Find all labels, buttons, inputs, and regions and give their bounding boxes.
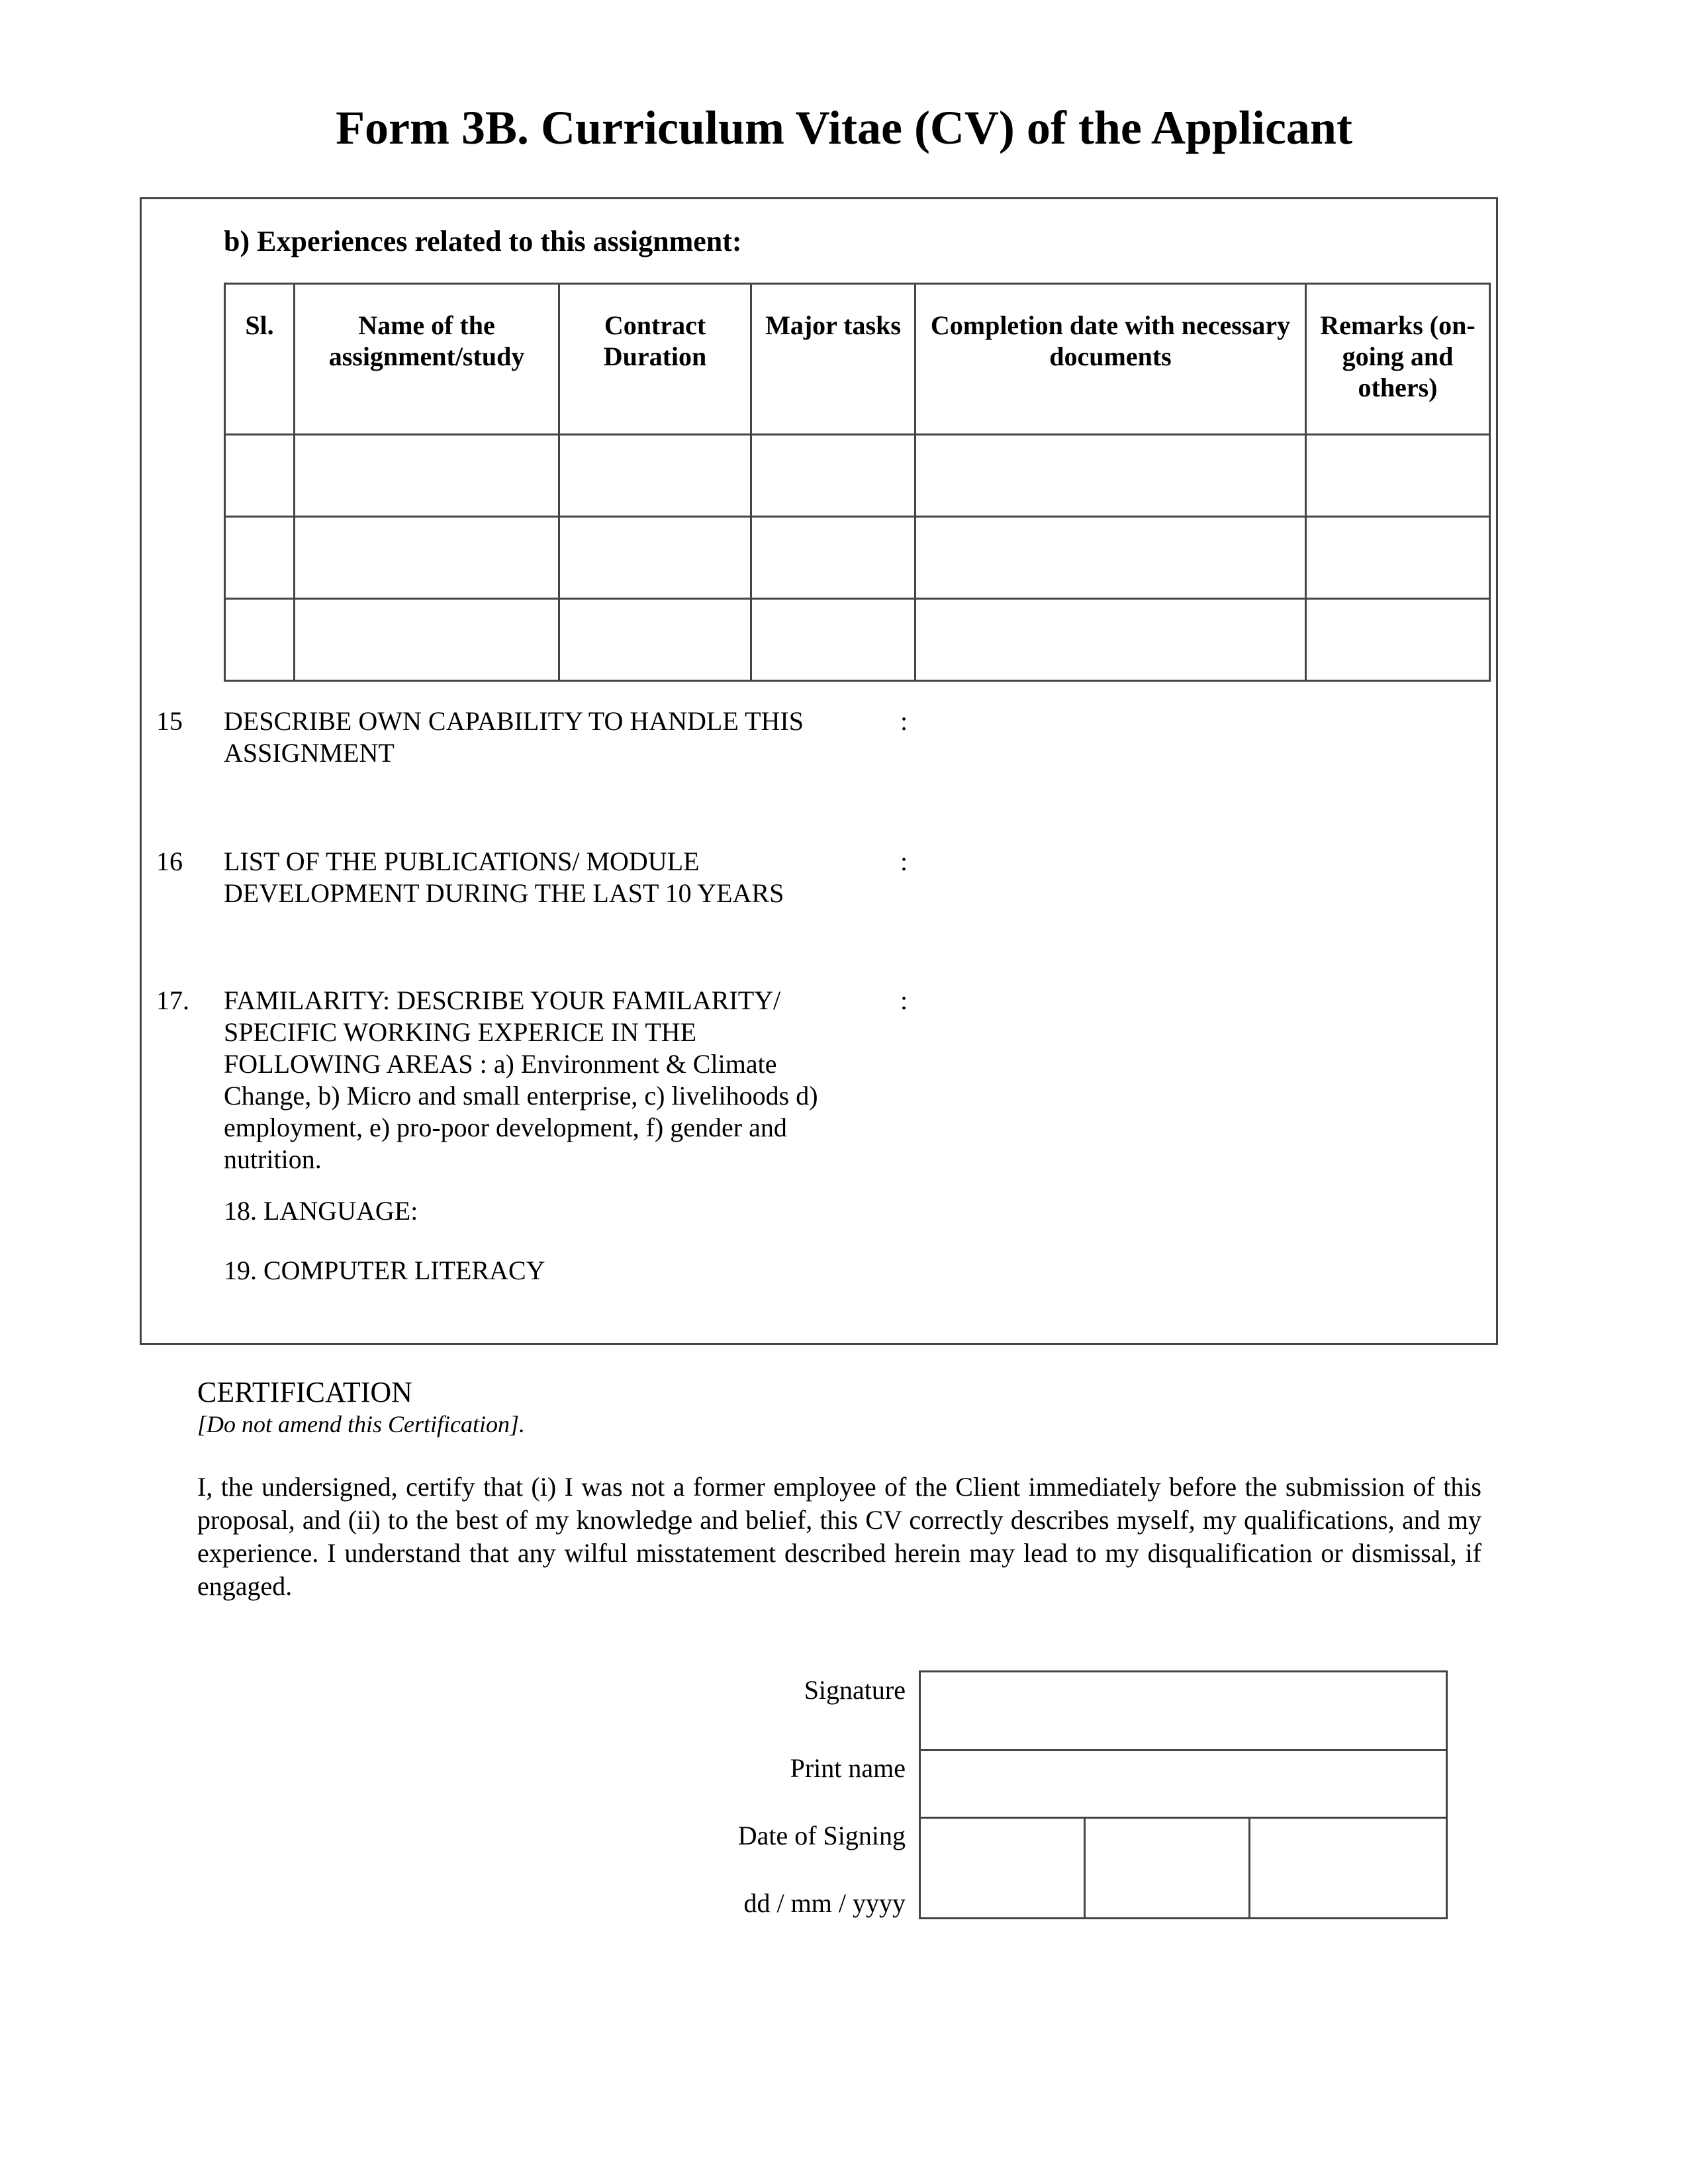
table-cell[interactable] (295, 599, 559, 681)
date-month-field[interactable] (1085, 1818, 1250, 1919)
table-row (225, 517, 1490, 599)
table-cell[interactable] (915, 517, 1306, 599)
table-cell[interactable] (1306, 599, 1490, 681)
print-name-label: Print name (790, 1753, 906, 1783)
item-18-language: 18. LANGUAGE: (224, 1196, 418, 1226)
table-cell[interactable] (295, 435, 559, 517)
certification-body: I, the undersigned, certify that (i) I was not a former employee of the Client immediately before the submission of this proposal, and (ii) to the best of my knowledge and belief, this CV correctly describes myself, my qualifications, and my experience. I understand that any wilful misstatement described herein may lead to my disqualification or dismissal, if engaged. (197, 1472, 1481, 1601)
print-name-field[interactable] (920, 1751, 1447, 1818)
table-cell[interactable] (295, 517, 559, 599)
experience-table-header (225, 284, 1490, 435)
table-cell[interactable] (751, 599, 915, 681)
col-header-completion-date: Completion date with necessary documents (915, 284, 1306, 435)
item-19-computer-literacy: 19. COMPUTER LITERACY (224, 1255, 545, 1285)
item-17-text: FAMILARITY: DESCRIBE YOUR FAMILARITY/ SPECIFIC WORKING EXPERICE IN THE FOLLOWING AREAS : a) Environment & Climate Change, b) Micro and small enterprise, c) livelihoods d) employment, e) pro-poor development, f) gender and nutrition. (224, 985, 818, 1174)
table-cell[interactable] (751, 435, 915, 517)
date-day-field[interactable] (920, 1818, 1085, 1919)
signature-table (919, 1670, 1448, 1919)
col-header-assignment: Name of the assignment/study (295, 284, 559, 435)
col-header-remarks: Remarks (on-going and others) (1306, 284, 1490, 435)
date-format-label: dd / mm / yyyy (743, 1888, 906, 1918)
date-of-signing-label: Date of Signing (737, 1821, 906, 1850)
item-16-number: 16 (156, 846, 183, 876)
signature-field[interactable] (920, 1672, 1447, 1751)
certification-heading: CERTIFICATION (197, 1376, 412, 1408)
item-15-number: 15 (156, 706, 183, 736)
item-17-colon: : (900, 985, 908, 1015)
item-15-colon: : (900, 706, 908, 736)
table-cell[interactable] (559, 599, 751, 681)
table-cell[interactable] (751, 517, 915, 599)
item-16-text: LIST OF THE PUBLICATIONS/ MODULE DEVELOPMENT DURING THE LAST 10 YEARS (224, 846, 784, 908)
table-cell[interactable] (915, 435, 1306, 517)
item-15-text: DESCRIBE OWN CAPABILITY TO HANDLE THIS ASSIGNMENT (224, 706, 804, 768)
table-cell[interactable] (1306, 517, 1490, 599)
table-row (225, 435, 1490, 517)
table-cell[interactable] (915, 599, 1306, 681)
experience-table (224, 283, 1491, 682)
table-row (225, 599, 1490, 681)
col-header-sl: Sl. (225, 284, 295, 435)
table-cell[interactable] (225, 599, 295, 681)
table-cell[interactable] (1306, 435, 1490, 517)
item-17-number: 17. (156, 985, 189, 1015)
table-cell[interactable] (559, 435, 751, 517)
col-header-duration: Contract Duration (559, 284, 751, 435)
table-cell[interactable] (225, 435, 295, 517)
col-header-major-tasks: Major tasks (751, 284, 915, 435)
experience-heading: b) Experiences related to this assignment: (224, 225, 742, 257)
certification-note: [Do not amend this Certification]. (197, 1411, 525, 1437)
item-16-colon: : (900, 846, 908, 876)
date-year-field[interactable] (1250, 1818, 1447, 1919)
signature-label: Signature (804, 1675, 906, 1705)
table-cell[interactable] (559, 517, 751, 599)
table-cell[interactable] (225, 517, 295, 599)
page-title: Form 3B. Curriculum Vitae (CV) of the Applicant (336, 101, 1352, 154)
